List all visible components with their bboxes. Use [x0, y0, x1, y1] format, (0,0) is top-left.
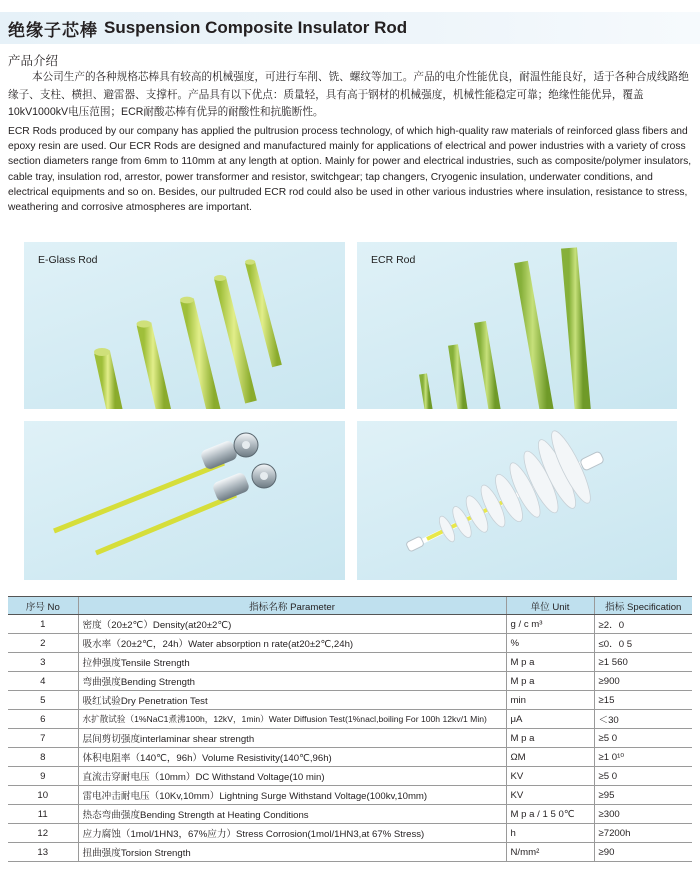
composite-insulator-illustration [357, 421, 677, 580]
header-parameter: 指标名称 Parameter [78, 597, 506, 615]
composite-insulator-panel [357, 421, 677, 580]
ecr-rod-panel [357, 242, 677, 409]
ecr-rod-4 [521, 262, 547, 409]
row-spec: ≥7200h [594, 824, 692, 843]
row-spec: ≥90 [594, 843, 692, 862]
row-unit: M p a [506, 729, 594, 748]
table-row [8, 748, 692, 767]
table-row [8, 729, 692, 748]
row-parameter: 扭曲强度Torsion Strength [78, 843, 506, 862]
row-unit: min [506, 691, 594, 710]
rods-with-end-fittings-illustration [24, 421, 345, 580]
rod-with-fittings-panel [24, 421, 345, 580]
table-row [8, 805, 692, 824]
row-unit: M p a [506, 653, 594, 672]
row-parameter: 密度（20±2℃）Density(at20±2℃) [78, 615, 506, 634]
ecr-rod-5 [569, 248, 583, 409]
row-spec: ≥900 [594, 672, 692, 691]
row-parameter: 直流击穿耐电压（10mm）DC Withstand Voltage(10 min) [78, 767, 506, 786]
ecr-rod-label: ECR Rod [371, 254, 416, 266]
table-row [8, 653, 692, 672]
row-no: 11 [8, 805, 78, 824]
row-parameter: 热态弯曲强度Bending Strength at Heating Conditions [78, 805, 506, 824]
table-row [8, 710, 692, 729]
intro-paragraph-cn: 本公司生产的各种规格芯棒具有较高的机械强度，可进行车削、铣、螺纹等加工。产品的电介性能优良，耐温性能良好，适于各种合成线路绝缘子、支柱、横担、避雷器、支撑杆。产品具有以下优点：质量轻，具有高于钢材的机械强度，机械性能稳定可靠；绝缘性能优异，覆盖10kV1000kV电压范围；ECR耐酸芯棒有优异的耐酸性和抗脆断性。 [8, 71, 689, 118]
rod-2 [137, 320, 165, 409]
row-unit: g / c m³ [506, 615, 594, 634]
row-unit: μA [506, 710, 594, 729]
ecr-rod-3 [480, 322, 495, 409]
ecr-rod-2 [453, 345, 463, 409]
eglass-rods-illustration [24, 242, 345, 409]
row-parameter: 吸红试验Dry Penetration Test [78, 691, 506, 710]
row-parameter: 应力腐蚀（1mol/1HN3，67%应力）Stress Corrosion(1mol/1HN3,at 67% Stress) [78, 824, 506, 843]
title-bar [0, 12, 700, 44]
table-row [8, 843, 692, 862]
insulator-sheds [436, 427, 596, 544]
row-no: 3 [8, 653, 78, 672]
header-specification: 指标 Specification [594, 597, 692, 615]
table-row [8, 691, 692, 710]
table-header-row [8, 597, 692, 615]
row-no: 5 [8, 691, 78, 710]
row-parameter: 水扩散试验（1%NaC1煮沸100h，12kV，1min）Water Diffusion Test(1%nacl,boiling For 100h 12kv/1 Min) [78, 710, 506, 729]
table-row [8, 672, 692, 691]
row-parameter: 层间剪切强度interlaminar shear strength [78, 729, 506, 748]
row-no: 8 [8, 748, 78, 767]
row-unit: KV [506, 767, 594, 786]
row-unit: h [506, 824, 594, 843]
intro-heading: 产品介绍 [8, 54, 59, 68]
row-spec: ≥15 [594, 691, 692, 710]
rod-1 [94, 348, 115, 409]
specification-table [8, 596, 692, 862]
row-parameter: 吸水率（20±2℃，24h）Water absorption n rate(at20±2℃,24h) [78, 634, 506, 653]
row-unit: % [506, 634, 594, 653]
rod-5 [245, 259, 277, 366]
row-spec: ≥5 0 [594, 767, 692, 786]
row-parameter: 弯曲强度Bending Strength [78, 672, 506, 691]
header-unit: 单位 Unit [506, 597, 594, 615]
row-spec: ＜30 [594, 710, 692, 729]
row-unit: M p a / 1 5 0℃ [506, 805, 594, 824]
row-unit: M p a [506, 672, 594, 691]
row-spec: ≤0．0 5 [594, 634, 692, 653]
ecr-rods-illustration [357, 242, 677, 409]
row-no: 7 [8, 729, 78, 748]
row-spec: ≥5 0 [594, 729, 692, 748]
row-no: 9 [8, 767, 78, 786]
table-row [8, 634, 692, 653]
row-no: 4 [8, 672, 78, 691]
table-row [8, 786, 692, 805]
row-no: 2 [8, 634, 78, 653]
row-spec: ≥1 560 [594, 653, 692, 672]
row-spec: ≥1 0¹⁰ [594, 748, 692, 767]
row-no: 12 [8, 824, 78, 843]
row-unit: KV [506, 786, 594, 805]
rod-3 [180, 297, 214, 409]
page-title-cn: 绝缘子芯棒 [8, 20, 98, 40]
row-spec: ≥2．0 [594, 615, 692, 634]
row-unit: N/mm² [506, 843, 594, 862]
row-parameter: 雷电冲击耐电压（10Kv,10mm）Lightning Surge Withstand Voltage(100kv,10mm) [78, 786, 506, 805]
table-row [8, 615, 692, 634]
row-spec: ≥300 [594, 805, 692, 824]
row-parameter: 拉伸强度Tensile Strength [78, 653, 506, 672]
page-title-en: Suspension Composite Insulator Rod [104, 18, 408, 37]
row-unit: ΩM [506, 748, 594, 767]
table-row [8, 767, 692, 786]
rod-4 [214, 275, 251, 402]
table-row [8, 824, 692, 843]
row-no: 6 [8, 710, 78, 729]
header-no: 序号 No [8, 597, 78, 615]
row-no: 1 [8, 615, 78, 634]
eglass-rod-label: E-Glass Rod [38, 254, 98, 266]
row-no: 10 [8, 786, 78, 805]
intro-paragraph-en: ECR Rods produced by our company has applied the pultrusion process technology, of which high-quality raw materials of reinforced glass fibers and epoxy resin are used. Our ECR Rods are designed and manufactured mainly for applications of electrical and power industries with a variety of cross section diameters range from 6mm to 110mm at any length at option. Mainly for power and electrical industries, such as composite/polymer insulators, cable tray, insulation rod, arrestor, power transformer and resistor, switchgear; tap changers, Cryogenic insulation, underwater conditions, and electrical equipments and so on. Besides, our pultruded ECR rod could also be used in other various industries where insulation, resistance to stress, weathering and corrosive atmospheres are important. [8, 126, 692, 214]
row-no: 13 [8, 843, 78, 862]
ecr-rod-1 [423, 374, 429, 409]
eglass-rod-panel [24, 242, 345, 409]
row-spec: ≥95 [594, 786, 692, 805]
row-parameter: 体积电阻率（140℃，96h）Volume Resistivity(140℃,96h) [78, 748, 506, 767]
